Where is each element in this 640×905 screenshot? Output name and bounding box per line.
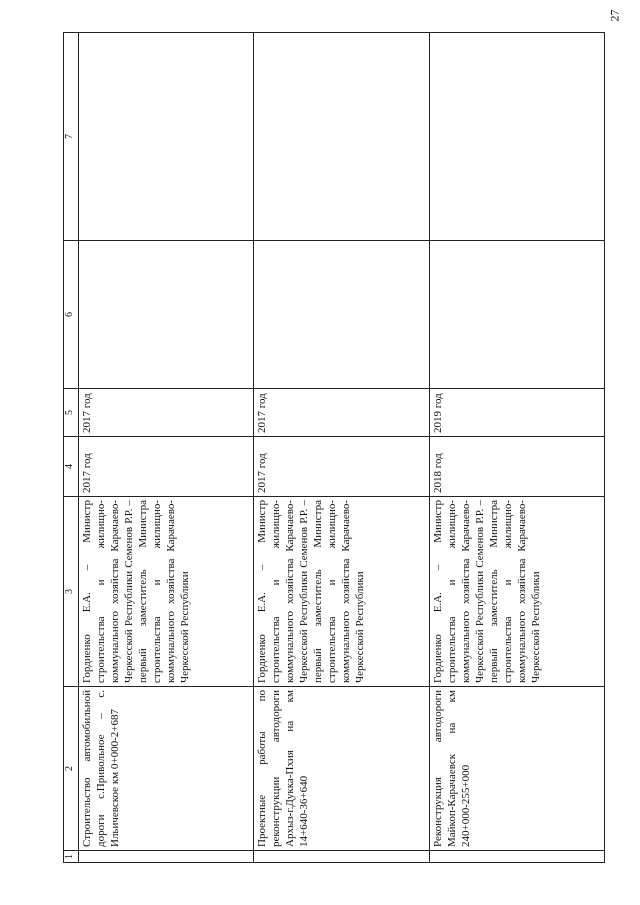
row-1-col-6 — [79, 241, 254, 389]
header-col-5: 5 — [64, 389, 79, 437]
rotated-table-frame — [63, 33, 605, 863]
table-row — [254, 33, 429, 863]
row-1-responsible: Гордиенко Е.А. – Министр строительства и жилищно-коммунального хозяйства Карачаево-Черкесской Республики Семенов Р.Р. – первый заместитель Министра строительства и жилищно-коммунального хозяйства Карачаево-Черкесской Республики — [79, 497, 254, 687]
row-3-col-1 — [429, 851, 604, 863]
header-col-7: 7 — [64, 33, 79, 241]
row-2-col-1 — [254, 851, 429, 863]
row-2-start-year: 2017 год — [254, 437, 429, 497]
header-col-6: 6 — [64, 241, 79, 389]
row-1-col-1 — [79, 851, 254, 863]
row-1-object-name: Строительство автомобильной дороги с.Привольное – с. Ильичевское км 0+000-2+687 — [79, 687, 254, 851]
header-col-1: 1 — [64, 851, 79, 863]
row-1-start-year: 2017 год — [79, 437, 254, 497]
header-row — [64, 33, 79, 863]
row-3-end-year: 2019 год — [429, 389, 604, 437]
row-3-responsible: Гордиенко Е.А. – Министр строительства и жилищно-коммунального хозяйства Карачаево-Черкесской Республики Семенов Р.Р. – первый заместитель Министра строительства и жилищно-коммунального хозяйства Карачаево-Черкесской Республики — [429, 497, 604, 687]
table-row — [79, 33, 254, 863]
row-3-col-6 — [429, 241, 604, 389]
row-3-object-name: Реконструкция автодороги Майкоп-Карачаевск на км 240+000-255+000 — [429, 687, 604, 851]
table-row — [429, 33, 604, 863]
header-col-4: 4 — [64, 437, 79, 497]
row-1-col-7 — [79, 33, 254, 241]
row-2-col-6 — [254, 241, 429, 389]
row-2-end-year: 2017 год — [254, 389, 429, 437]
program-table — [63, 32, 605, 863]
row-3-start-year: 2018 год — [429, 437, 604, 497]
header-col-2: 2 — [64, 687, 79, 851]
row-1-end-year: 2017 год — [79, 389, 254, 437]
row-3-col-7 — [429, 33, 604, 241]
row-2-col-7 — [254, 33, 429, 241]
header-col-3: 3 — [64, 497, 79, 687]
table-container — [63, 33, 605, 863]
row-2-responsible: Гордиенко Е.А. – Министр строительства и жилищно-коммунального хозяйства Карачаево-Черкесской Республики Семенов Р.Р. – первый заместитель Министра строительства и жилищно-коммунального хозяйства Карачаево-Черкесской Республики — [254, 497, 429, 687]
row-2-object-name: Проектные работы по реконструкции автодороги Архыз-г.Дукка-Пхия на км 14+640-36+640 — [254, 687, 429, 851]
page-number: 27 — [607, 9, 622, 22]
